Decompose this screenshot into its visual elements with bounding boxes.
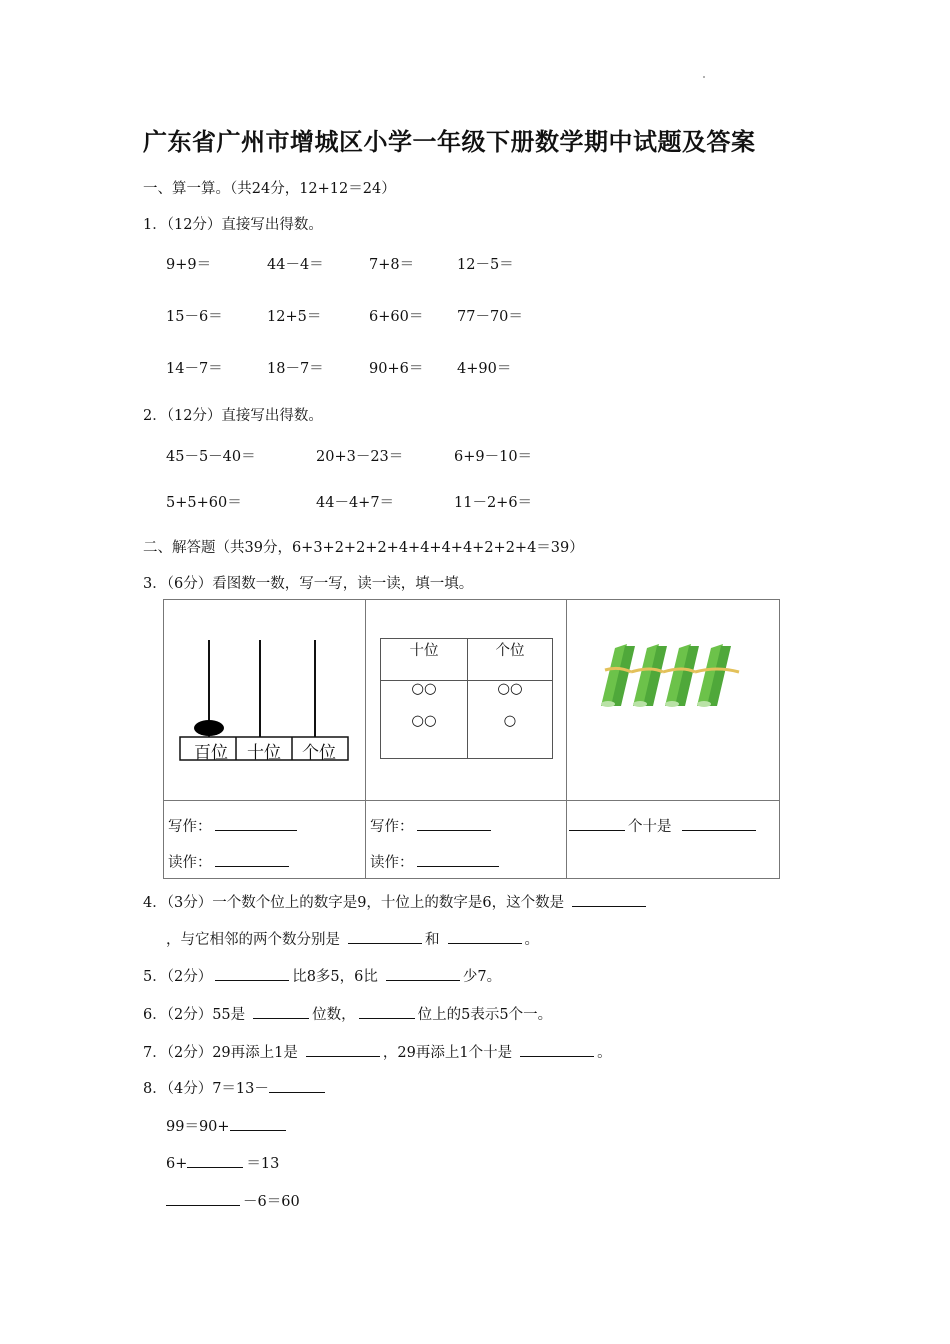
question-5-text: 比8多5，6比 <box>292 969 378 985</box>
equation: 14－7＝ <box>166 361 223 377</box>
question-8-text: 6+ <box>166 1156 188 1172</box>
question-3-header: 3．（6分）看图数一数，写一写，读一读，填一填。 <box>143 576 474 592</box>
answer-blank[interactable] <box>230 1116 286 1131</box>
equation: 5+5+60＝ <box>166 495 242 511</box>
bundles-answer-cell <box>567 801 780 879</box>
equation: 20+3－23＝ <box>316 449 404 465</box>
abacus-illustration <box>164 600 365 801</box>
answer-blank[interactable] <box>520 1042 594 1057</box>
stick-bundle-1 <box>601 644 635 707</box>
place-value-counters <box>468 681 553 759</box>
read-label: 读作： <box>168 855 212 871</box>
equation: 12+5＝ <box>267 309 322 325</box>
answer-blank[interactable] <box>215 966 289 981</box>
place-value-answer-cell <box>366 801 567 879</box>
abacus-cell <box>164 600 366 801</box>
equation: 7+8＝ <box>369 257 415 273</box>
section-heading-1: 一、算一算。（共24分，12+12＝24） <box>143 181 396 197</box>
answer-blank[interactable] <box>253 1004 309 1019</box>
question-7-text: 7．（2分）29再添上1是 <box>143 1045 298 1061</box>
abacus-label-hundreds: 百位 <box>194 743 228 763</box>
write-label: 写作： <box>168 819 212 835</box>
equation: 4+90＝ <box>457 361 512 377</box>
abacus-answer-cell <box>164 801 366 879</box>
stick-bundle-3 <box>663 644 699 707</box>
answer-blank[interactable] <box>306 1042 380 1057</box>
equation: 90+6＝ <box>369 361 424 377</box>
question-5-text: 5．（2分） <box>143 969 213 985</box>
answer-blank[interactable] <box>448 929 522 944</box>
answer-blank[interactable] <box>359 1004 415 1019</box>
speck <box>703 76 705 78</box>
answer-blank[interactable] <box>572 892 646 907</box>
question-8-text: ＝13 <box>246 1156 280 1172</box>
question-8-text: －6＝60 <box>243 1194 300 1210</box>
abacus-label-tens: 十位 <box>247 743 281 763</box>
question-6-text: 位数， <box>312 1007 356 1023</box>
place-value-header: 十位 <box>381 639 468 681</box>
question-6-text: 位上的5表示5个一。 <box>417 1007 553 1023</box>
equation: 77－70＝ <box>457 309 523 325</box>
answer-blank[interactable] <box>187 1153 243 1168</box>
answer-blank[interactable] <box>682 816 756 831</box>
place-value-table <box>380 638 553 759</box>
stick-bundle-2 <box>631 644 667 707</box>
question-8-text: 99＝90+ <box>166 1119 230 1135</box>
question-4-text: ，与它相邻的两个数分别是 <box>166 932 340 948</box>
equation: 15－6＝ <box>166 309 223 325</box>
write-label: 写作： <box>370 819 414 835</box>
equation: 12－5＝ <box>457 257 514 273</box>
answer-blank[interactable] <box>215 852 289 867</box>
equation: 44－4+7＝ <box>316 495 395 511</box>
equation: 6+60＝ <box>369 309 424 325</box>
question-4-text: 4．（3分）一个数个位上的数字是9，十位上的数字是6，这个数是 <box>143 895 565 911</box>
answer-blank[interactable] <box>269 1078 325 1093</box>
abacus-label-ones: 个位 <box>302 743 336 763</box>
read-label: 读作： <box>370 855 414 871</box>
counter-row: ○○ <box>411 713 437 729</box>
answer-blank[interactable] <box>348 929 422 944</box>
answer-blank[interactable] <box>166 1191 240 1206</box>
equation: 44－4＝ <box>267 257 324 273</box>
place-value-cell <box>366 600 567 801</box>
section-heading-2: 二、解答题（共39分，6+3+2+2+2+4+4+4+4+2+2+4＝39） <box>143 540 584 556</box>
counter-row: ○○ <box>497 681 523 697</box>
answer-blank[interactable] <box>215 816 297 831</box>
equation: 6+9－10＝ <box>454 449 533 465</box>
question-1-header: 1．（12分）直接写出得数。 <box>143 217 323 233</box>
question-8-text: 8．（4分）7＝13－ <box>143 1081 269 1097</box>
equation: 18－7＝ <box>267 361 324 377</box>
place-value-header: 个位 <box>468 639 553 681</box>
stick-bundles-illustration <box>567 600 779 801</box>
question-4-text: 和 <box>425 932 440 948</box>
equation: 11－2+6＝ <box>454 495 533 511</box>
question-6-text: 6．（2分）55是 <box>143 1007 246 1023</box>
equation: 9+9＝ <box>166 257 212 273</box>
question-7-text: 。 <box>597 1045 612 1061</box>
page-title: 广东省广州市增城区小学一年级下册数学期中试题及答案 <box>143 128 756 156</box>
equation: 45－5－40＝ <box>166 449 256 465</box>
question-3-table <box>163 599 780 879</box>
answer-blank[interactable] <box>417 816 491 831</box>
bundle-text: 个十是 <box>628 819 672 835</box>
answer-blank[interactable] <box>417 852 499 867</box>
counter-row: ○ <box>503 713 517 729</box>
stick-bundle-4 <box>695 644 739 707</box>
counter-row: ○○ <box>411 681 437 697</box>
answer-blank[interactable] <box>386 966 460 981</box>
question-2-header: 2．（12分）直接写出得数。 <box>143 408 323 424</box>
place-value-counters <box>381 681 468 759</box>
bundles-cell <box>567 600 780 801</box>
answer-blank[interactable] <box>569 816 625 831</box>
question-7-text: ，29再添上1个十是 <box>382 1045 513 1061</box>
question-4-text: 。 <box>524 932 539 948</box>
question-5-text: 少7。 <box>462 969 502 985</box>
